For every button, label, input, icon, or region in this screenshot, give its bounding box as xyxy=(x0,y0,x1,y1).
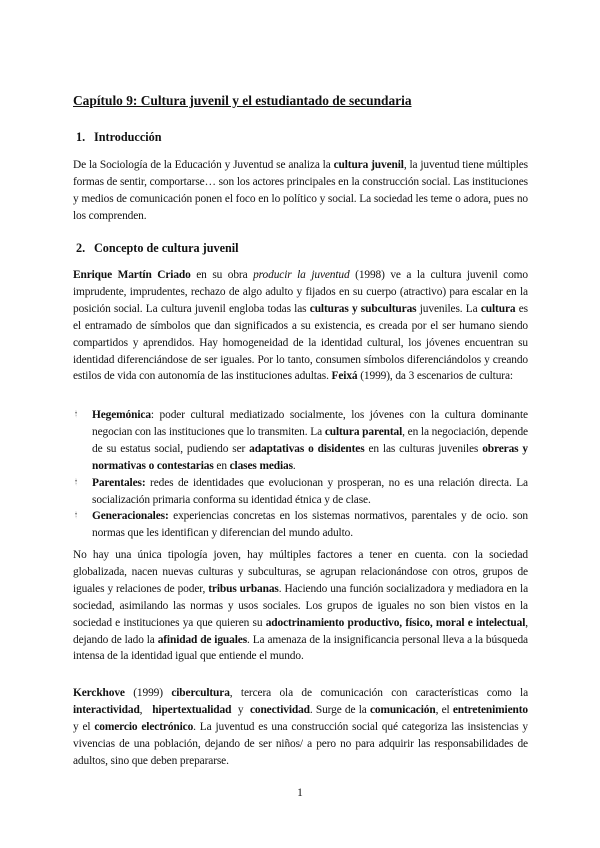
list-item-parentales xyxy=(75,475,528,509)
bold-term: Generacionales: xyxy=(92,510,169,523)
bold-term: Parentales: xyxy=(92,476,146,489)
text-run: : poder cultural mediatizado socialmente, los jóvenes con la cultura dominante negocian con las instituciones que lo transmiten. La xyxy=(92,409,528,438)
bold-term: cultura xyxy=(480,302,516,315)
bold-term: Feixá xyxy=(331,370,358,383)
italic-title: producir la juventud xyxy=(253,269,350,281)
bold-term: culturas y subculturas xyxy=(309,302,417,315)
bold-term: adaptativas o disidentes xyxy=(249,442,365,455)
bold-term: adoctrinamiento productivo, físico, moral e intelectual xyxy=(265,616,526,629)
text-run: , la juventud tiene múltiples formas de sentir, comportarse… son los actores principales en la construcción social. Las instituciones y medios de comunicación ponen el foco en lo político y social. La sociedad les teme o adora, pues no los comprenden. xyxy=(73,159,528,222)
text-run: , en la negociación, depende de su estatus social, pudiendo ser xyxy=(92,425,528,455)
text-run: (1999) xyxy=(124,687,172,699)
text-run: , el xyxy=(435,703,453,716)
paragraph-introduccion xyxy=(73,157,528,225)
bullet-icon: 🙯 xyxy=(75,510,78,522)
text-run: De la Sociología de la Educación y Juventud se analiza la xyxy=(73,159,334,171)
paragraph-cibercultura xyxy=(73,685,528,770)
text-run: . La amenaza de la insignificancia personal lleva a la búsqueda intensa de la identidad igual que entiende el mundo. xyxy=(73,633,528,663)
text-run: . La juventud es una construcción social qué categoriza las insistencias y vivencias de una población, dejando de ser niños/ a pero no para adquirir las responsabilidades de adultos, sino que deben prepararse. xyxy=(73,720,528,767)
bold-term: tribus urbanas xyxy=(208,582,279,595)
text-run: en su obra xyxy=(190,269,254,281)
bold-term: clases medias xyxy=(229,459,293,472)
text-run: , tercera ola de comunicación con características como la xyxy=(229,687,529,699)
section-number: 1. xyxy=(76,130,86,144)
text-run: , xyxy=(139,703,153,716)
text-run: y xyxy=(231,703,250,716)
text-run: (1998) ve a la cultura juvenil como imprudente, imprudentes, rechazo de algo adulto y fijados en su cuerpo (atractivo) para escalar en la posición social. La cultura juvenil engloba todas las xyxy=(73,269,528,315)
text-run: . Haciendo una función socializadora y mediadora en la sociedad, asimilando las normas y usos sociales. Los grupos de iguales no son bien vistos en la sociedad e instituciones ya que quieren su xyxy=(73,582,529,629)
bullet-icon: 🙯 xyxy=(75,409,78,420)
section-heading-introduccion xyxy=(76,130,531,145)
bold-term: obreras y normativas o contestarias xyxy=(92,442,528,472)
section-number: 2. xyxy=(76,241,86,255)
bold-term: Kerckhove xyxy=(73,687,125,699)
text-run: juveniles. La xyxy=(416,302,481,315)
bold-term: hipertextualidad xyxy=(152,703,232,716)
text-run: . Surge de la xyxy=(309,703,370,716)
bold-term: cultura parental xyxy=(324,425,403,438)
list-item-hegemonica xyxy=(75,407,528,475)
section-heading-concepto xyxy=(76,241,531,256)
section-title: Introducción xyxy=(94,130,162,144)
bold-term: Enrique Martín Criado xyxy=(73,269,191,281)
section-title: Concepto de cultura juvenil xyxy=(94,241,239,255)
text-run: No hay una única tipología joven, hay múltiples factores a tener en cuenta. con la sociedad globalizada, nacen nuevas culturas y subculturas, se agrupan relacionándose con otros, grupos de iguales y relaciones de poder, xyxy=(73,549,528,595)
bold-term: comercio electrónico xyxy=(94,720,194,733)
text-run: , dejando de lado la xyxy=(73,616,528,646)
text-run: redes de identidades que evolucionan y prosperan, no es una relación directa. La socialización primaria conforma su identidad étnica y de clase. xyxy=(92,476,528,506)
paragraph-concepto xyxy=(73,267,528,385)
text-run: es el entramado de símbolos que dan significados a su existencia, es creada por el ser humano siendo compartidos y aprendidos. Hay homogeneidad de la identidad cultural, los jóvenes encuentran su identidad diferenciándose de ser iguales. Por lo tanto, consumen símbolos diferenciándolos y creando estilos de vida con autonomía de las instituciones adultas. xyxy=(73,302,528,383)
text-run: . xyxy=(292,459,296,472)
bold-term: Hegemónica xyxy=(92,409,151,421)
bold-term: entretenimiento xyxy=(452,703,528,716)
chapter-title: Capítulo 9: Cultura juvenil y el estudiantado de secundaria xyxy=(73,93,412,108)
bold-term: interactividad xyxy=(73,703,140,716)
bullet-list-escenarios xyxy=(75,407,528,542)
bold-term: conectividad xyxy=(249,703,310,716)
text-run: experiencias concretas en los sistemas normativos, parentales y de ocio. son normas que les identifican y diferencian del mundo adulto. xyxy=(92,510,528,540)
bullet-icon: 🙯 xyxy=(75,476,78,488)
bold-term: comunicación xyxy=(369,703,436,716)
bold-term: cibercultura xyxy=(171,687,230,699)
text-run: (1999), da 3 escenarios de cultura: xyxy=(357,370,513,383)
bold-term: afinidad de iguales xyxy=(157,633,248,646)
page-number: 1 xyxy=(297,787,303,799)
paragraph-tipologia xyxy=(73,547,528,665)
text-run: en xyxy=(213,459,230,472)
text-run: y el xyxy=(73,720,95,733)
bold-term: cultura juvenil xyxy=(333,159,404,171)
list-item-generacionales xyxy=(75,508,528,542)
text-run: en las culturas juveniles xyxy=(364,442,483,455)
